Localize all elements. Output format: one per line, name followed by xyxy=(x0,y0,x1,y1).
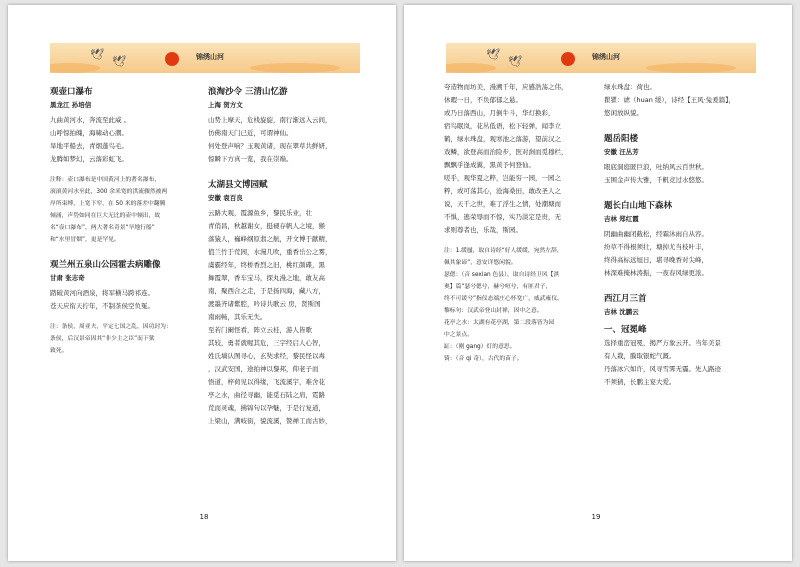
text-line: 苍天应衔天拧年，不制茶侯空负冤。 xyxy=(50,302,154,310)
author-line: 安徽 袁百良 xyxy=(208,194,243,202)
page-number: 18 xyxy=(199,513,209,521)
text-line: 渡墨齐诸紫腔，吟诗共歌云 房，贤斯国 xyxy=(208,300,321,308)
text-line: 悠闲放纵貌。 xyxy=(604,109,643,117)
note-line: 花亭之水：太湖有花亭湖，第二段落皆为园 xyxy=(444,320,555,326)
text-line: ，汉武安国，途拍神以黎邦，仰老子而 xyxy=(208,365,319,373)
right-column-1 xyxy=(444,81,596,365)
note-line: 瑟偲：（音 sexian 色县），取自诗经卫风【淇 xyxy=(444,272,560,278)
text-line: 鹤，绿水珠盘，观寒池之落游，望前汉之 xyxy=(444,135,561,143)
section-title: 题岳阳楼 xyxy=(604,134,639,144)
note-line: 致死。 xyxy=(50,348,68,354)
section-title: 一、冠冕峰 xyxy=(604,325,647,335)
text-line: 终得高标远旭日，堪寻晚香对尖峰， xyxy=(604,256,708,264)
text-line: 绿水珠盘：荷也。 xyxy=(604,83,656,91)
note-line: 锜：（音 qi 奇），古代的苗子。 xyxy=(444,356,523,362)
note-line: 黎标句：汉武帝登山封禅，因中之意。 xyxy=(444,308,543,314)
text-line: 九曲黄河水，奔流至此威 。 xyxy=(50,116,131,124)
text-line: 或乃日落西山，月倒牛斗，华灯换彩， xyxy=(444,109,555,117)
note-line: 和“水里冒烟”，更是罕见。 xyxy=(50,237,120,243)
note-line: 终不可谖兮”指仪态端庄心怀宽广，威武雍仪。 xyxy=(444,296,563,302)
text-line: 玉围金声传大雅，千帆竞过水悠悠。 xyxy=(604,176,708,184)
text-line: 不须猜，长鹏主宴大爱。 xyxy=(604,378,676,386)
left-column-1 xyxy=(50,81,198,357)
text-line: 求则尊者也，乐哉，斯园。 xyxy=(444,226,522,234)
crane-icon: 🕊 xyxy=(112,55,126,68)
note-line: 奥】篇“瑟兮偲兮，赫兮咺兮，有匪君子， xyxy=(444,284,552,290)
spacer xyxy=(444,237,596,245)
author-line: 黑龙江 孙培信 xyxy=(50,101,92,109)
crane-icon: 🕊 xyxy=(508,55,522,68)
spacer xyxy=(604,120,762,128)
note-line: 注：1.缓蜃，取自诗经“好人缓缓，宛然左辞， xyxy=(444,248,563,254)
note-line: 岸所束缚，上宽下窄，在 50 米的落差中翻腾 xyxy=(50,201,166,207)
text-line: 青俏昌，秋越谢女，挺褪存帆人之境，猴 xyxy=(208,222,325,230)
section-title: 浪淘沙令 三清山忆游 xyxy=(208,87,288,97)
crane-icon: 🕊 xyxy=(90,48,104,61)
text-line: 宿鸟眠岚，花丛低语，松下轻弹，闻李立 xyxy=(444,122,561,130)
cloud-decoration xyxy=(446,63,496,73)
author-line: 上海 贺方文 xyxy=(208,101,243,109)
text-line: 荒而灵魂，拂锦句以孕魅，于是行复道， xyxy=(208,404,325,412)
text-line: 上梁山，满岐街，貌流溪，赞禅工而古妙， xyxy=(208,417,332,425)
text-line: 飘飘乎逢成翼，黑黄予何登仙。 xyxy=(444,161,535,169)
spacer xyxy=(208,166,366,174)
text-line: 舞霞翠，香车宝马，探丸漫之地，敢友高 xyxy=(208,274,325,282)
text-line: 仿佛南天门已近，可谓神仙。 xyxy=(208,129,293,137)
author-line: 甘肃 张志奇 xyxy=(50,274,85,282)
section-title: 题长白山地下森林 xyxy=(604,201,673,211)
text-line: 林深难掩林涛振，一夜春风绿更浓。 xyxy=(604,269,708,277)
text-line: 夸造物而坊美，漫溯千年，应感浩荡之伟， xyxy=(444,83,568,91)
text-line: 说，天千之世，难了浮生之情，处潮塘而 xyxy=(444,200,561,208)
cloud-decoration xyxy=(50,63,100,73)
text-line: 纷草不得根须壮，塘掉尤当枝叶丰， xyxy=(604,243,708,251)
page-banner xyxy=(50,43,360,73)
banner-title: 锦绣山河 xyxy=(196,53,224,61)
text-line: 何处登声响？玉观黄诸，现在翠草共鲜妍， xyxy=(208,142,332,150)
sun-icon xyxy=(165,52,179,66)
text-line: 龙腾如梦幻，云落彩虹飞。 xyxy=(50,155,128,163)
text-line: 粹，或可荡其心，沧海桑田，敢改圣人之 xyxy=(444,187,561,195)
text-line: 眼底洞庭匿巨浪，吐纳风云百世秋。 xyxy=(604,163,708,171)
sun-icon xyxy=(561,52,575,66)
page-number: 19 xyxy=(591,513,601,521)
spacer xyxy=(50,313,198,321)
text-line: 落猿人，巍峰纲原翡之航，开文博于献精， xyxy=(208,235,332,243)
author-line: 安徽 汪丛芳 xyxy=(604,148,639,156)
text-line: 山呼惊拍魄，海啸动心潮。 xyxy=(50,129,128,137)
note-line: 缸：（刚 gang）灯的意思。 xyxy=(444,344,516,350)
text-line: 姓氏墙认图寻心，玄奘求经，黎民怪以毒 xyxy=(208,352,325,360)
text-line: 山势上摩天，危栈旋旋，南行渐远入云间， xyxy=(208,116,332,124)
text-line: 踏破黄河向酒泉，将军横马跨祁连。 xyxy=(50,289,154,297)
crane-icon: 🕊 xyxy=(486,48,500,61)
text-line: 至若门阑怪看，阵立云桂，游人皆歌 xyxy=(208,326,312,334)
text-line: 选择重峦冠冕，揭严万象云开。当年美景 xyxy=(604,339,721,347)
text-line: 旱地平船去，青烟蓬鸟毛。 xyxy=(50,142,128,150)
right-column-2 xyxy=(604,81,762,389)
page-banner xyxy=(446,43,756,73)
text-line: 戏鳞，欲登高而治险步，医对涧而觅穆栏， xyxy=(444,148,568,156)
text-line: 瞿瞿：谑（huan 缓），诗经【王风·兔爰篇】， xyxy=(604,96,735,104)
text-line: 惊瞬下方真一览，我在崇巅。 xyxy=(208,155,293,163)
spacer xyxy=(604,280,762,288)
note-line: 中之景点。 xyxy=(444,332,473,338)
text-line: 亭之水，曲径寻幽，能觅石陆之肩，霓路 xyxy=(208,391,325,399)
section-title: 太湖县文博园赋 xyxy=(208,180,268,190)
right-page xyxy=(404,5,792,561)
text-line: 其较，勇者就喔其危，三字经启人心智， xyxy=(208,339,325,347)
banner-title: 锦绣山河 xyxy=(592,53,620,61)
author-line: 吉林 郑红霞 xyxy=(604,215,639,223)
left-column-2 xyxy=(208,81,366,428)
section-title: 西江月三首 xyxy=(604,294,647,304)
section-title: 观壶口瀑布 xyxy=(50,87,93,97)
note-line: 名“壶口瀑布”，两大著名奇景“旱地行船” xyxy=(50,225,155,231)
text-line: 值兰竹于荒园，水漫几吹，重香岳公之雾， xyxy=(208,248,332,256)
cloud-decoration xyxy=(250,63,340,73)
note-line: 注：条侯，周亚夫，平定七国之乱，因功封为： xyxy=(50,324,172,330)
text-line: 休暇一日，不负郁郁之悬。 xyxy=(444,96,522,104)
text-line: 虞霸经年，终桥香烈之旧，桃红颜碟，黑 xyxy=(208,261,325,269)
text-line: 阴幽曲幽闭截松，经霜沐雨自从容。 xyxy=(604,230,708,238)
note-line: 滚滚黄河水至此，300 余米宽的洪流骤然被两 xyxy=(50,189,168,195)
text-line: 南雨畅，其乐无失。 xyxy=(208,313,267,321)
author-line: 吉林 沈鹏云 xyxy=(604,308,639,316)
text-line: 云路大观，霞源鱼乡，黎民乐业，壮 xyxy=(208,209,312,217)
text-line: 南，聚西合之走，于是扬四海，藏八方， xyxy=(208,287,325,295)
text-line: 悟道，梓荷见以得缘，飞流溪宇，难舍花 xyxy=(208,378,325,386)
note-line: 条侯，后汉景帝因其“非少主之臣”而下狱 xyxy=(50,336,155,342)
section-title: 观兰州五泉山公园霍去病雕像 xyxy=(50,260,161,270)
text-line: 不惧，逃荣辱而不惊，实乃淡定是贵，无 xyxy=(444,213,561,221)
left-page xyxy=(8,5,396,561)
spacer xyxy=(50,166,198,174)
note-line: 倾涌，声势如同在巨大无比的壶中倾出，故 xyxy=(50,213,161,219)
cloud-decoration xyxy=(646,63,736,73)
text-line: 有人栽，膜取银蛇气溉。 xyxy=(604,352,676,360)
note-line: 佩其象谛”，意安详悠闲貌。 xyxy=(444,260,517,266)
text-line: 嗟乎，观华夏之粹，岂能穷一园，一园之 xyxy=(444,174,561,182)
note-line: 注释：壶口瀑布是中国黄河上的著名瀑布， xyxy=(50,177,161,183)
text-line: 丹落冰穴如许，风寻雪霁无霾。先人路迹 xyxy=(604,365,721,373)
spacer xyxy=(50,246,198,254)
spacer xyxy=(604,187,762,195)
